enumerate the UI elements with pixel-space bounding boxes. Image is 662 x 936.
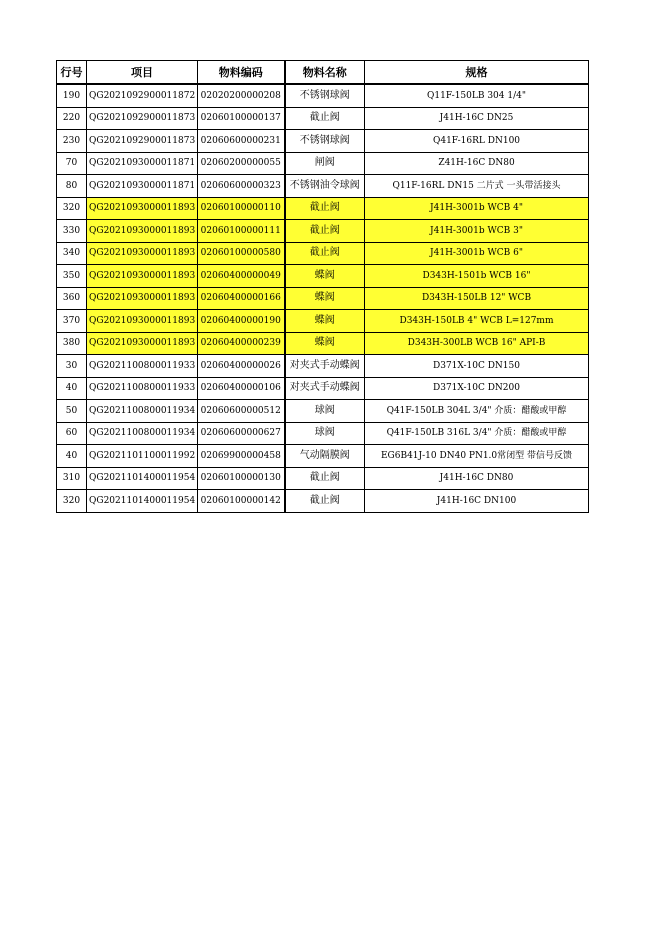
cell-material-code[interactable]: 02060100000142 [198,490,285,513]
cell-line-no[interactable]: 380 [57,332,87,355]
cell-line-no[interactable]: 360 [57,287,87,310]
cell-line-no[interactable]: 370 [57,310,87,333]
cell-line-no[interactable]: 320 [57,197,87,220]
cell-project[interactable]: QG2021101400011954 [87,467,198,490]
cell-material-code[interactable]: 02020200000208 [198,84,285,107]
cell-spec[interactable]: Q41F-150LB 316L 3/4" 介质：醋酸或甲醇 [365,422,589,445]
cell-spec[interactable]: Q41F-16RL DN100 [365,130,589,153]
cell-line-no[interactable]: 40 [57,445,87,468]
cell-spec[interactable]: J41H-16C DN80 [365,467,589,490]
cell-spec[interactable]: Q41F-150LB 304L 3/4" 介质：醋酸或甲醇 [365,400,589,423]
cell-spec[interactable]: J41H-3001b WCB 4" [365,197,589,220]
table-row [57,220,589,243]
cell-project[interactable]: QG2021101400011954 [87,490,198,513]
table-row [57,197,589,220]
header-row [57,61,589,85]
cell-line-no[interactable]: 330 [57,220,87,243]
cell-spec[interactable]: D343H-300LB WCB 16" API-B [365,332,589,355]
cell-line-no[interactable]: 60 [57,422,87,445]
cell-material-code[interactable]: 02060400000026 [198,355,285,378]
cell-material-code[interactable]: 02060600000627 [198,422,285,445]
cell-line-no[interactable]: 30 [57,355,87,378]
table-row [57,175,589,198]
cell-material-code[interactable]: 02060200000055 [198,152,285,175]
cell-material-code[interactable]: 02060100000137 [198,107,285,130]
cell-project[interactable]: QG2021093000011893 [87,332,198,355]
cell-material-code[interactable]: 02060600000323 [198,175,285,198]
cell-project[interactable]: QG2021093000011893 [87,287,198,310]
cell-material-name[interactable]: 球阀 [285,422,365,445]
cell-material-code[interactable]: 02060400000166 [198,287,285,310]
cell-material-name[interactable]: 蝶阀 [285,287,365,310]
cell-project[interactable]: QG2021093000011893 [87,197,198,220]
header-line-no[interactable]: 行号 [57,61,87,85]
cell-project[interactable]: QG2021093000011893 [87,310,198,333]
table-row [57,130,589,153]
cell-spec[interactable]: Q11F-16RL DN15 二片式 一头带活接头 [365,175,589,198]
table-row [57,152,589,175]
cell-line-no[interactable]: 40 [57,377,87,400]
table-row [57,242,589,265]
cell-material-name[interactable]: 球阀 [285,400,365,423]
cell-material-code[interactable]: 02060400000190 [198,310,285,333]
cell-material-name[interactable]: 对夹式手动蝶阀 [285,377,365,400]
cell-line-no[interactable]: 340 [57,242,87,265]
cell-material-name[interactable]: 闸阀 [285,152,365,175]
header-material-code[interactable]: 物料编码 [198,61,285,85]
cell-project[interactable]: QG2021093000011893 [87,242,198,265]
table-row [57,84,589,107]
cell-project[interactable]: QG2021092900011872 [87,84,198,107]
cell-line-no[interactable]: 220 [57,107,87,130]
cell-material-name[interactable]: 蝶阀 [285,265,365,288]
cell-line-no[interactable]: 80 [57,175,87,198]
cell-spec[interactable]: J41H-16C DN100 [365,490,589,513]
cell-line-no[interactable]: 50 [57,400,87,423]
cell-spec[interactable]: D343H-150LB 12" WCB [365,287,589,310]
cell-spec[interactable]: Q11F-150LB 304 1/4" [365,84,589,107]
cell-material-code[interactable]: 02060100000130 [198,467,285,490]
cell-project[interactable]: QG2021100800011934 [87,422,198,445]
table-row [57,265,589,288]
cell-material-name[interactable]: 不锈钢球阀 [285,84,365,107]
cell-spec[interactable]: J41H-3001b WCB 3" [365,220,589,243]
table-row [57,422,589,445]
cell-material-name[interactable]: 对夹式手动蝶阀 [285,355,365,378]
table-row [57,107,589,130]
cell-project[interactable]: QG2021100800011934 [87,400,198,423]
cell-line-no[interactable]: 190 [57,84,87,107]
cell-project[interactable]: QG2021093000011893 [87,265,198,288]
cell-project[interactable]: QG2021101100011992 [87,445,198,468]
table-row [57,445,589,468]
table-row [57,490,589,513]
header-material-name[interactable]: 物料名称 [285,61,365,85]
cell-material-code[interactable]: 02060600000512 [198,400,285,423]
cell-line-no[interactable]: 350 [57,265,87,288]
cell-material-code[interactable]: 02060100000111 [198,220,285,243]
cell-material-name[interactable]: 截止阀 [285,107,365,130]
table-row [57,377,589,400]
cell-material-code[interactable]: 02060100000580 [198,242,285,265]
cell-material-name[interactable]: 气动隔膜阀 [285,445,365,468]
cell-line-no[interactable]: 70 [57,152,87,175]
cell-material-name[interactable]: 不锈钢球阀 [285,130,365,153]
cell-spec[interactable]: D343H-1501b WCB 16" [365,265,589,288]
table-row [57,310,589,333]
cell-material-code[interactable]: 02060400000239 [198,332,285,355]
cell-project[interactable]: QG2021093000011871 [87,152,198,175]
cell-material-name[interactable]: 截止阀 [285,467,365,490]
table-row [57,287,589,310]
cell-material-name[interactable]: 蝶阀 [285,310,365,333]
cell-project[interactable]: QG2021093000011871 [87,175,198,198]
cell-material-name[interactable]: 截止阀 [285,242,365,265]
table-row [57,332,589,355]
cell-project[interactable]: QG2021100800011933 [87,355,198,378]
cell-spec[interactable]: J41H-3001b WCB 6" [365,242,589,265]
cell-project[interactable]: QG2021100800011933 [87,377,198,400]
cell-line-no[interactable]: 230 [57,130,87,153]
header-project[interactable]: 项目 [87,61,198,85]
cell-spec[interactable]: D371X-10C DN200 [365,377,589,400]
cell-spec[interactable]: D343H-150LB 4" WCB L=127mm [365,310,589,333]
cell-material-code[interactable]: 02060400000049 [198,265,285,288]
table-row [57,355,589,378]
cell-project[interactable]: QG2021092900011873 [87,107,198,130]
material-table [56,60,589,513]
header-spec[interactable]: 规格 [365,61,589,85]
cell-project[interactable]: QG2021093000011893 [87,220,198,243]
cell-material-code[interactable]: 02060600000231 [198,130,285,153]
cell-material-name[interactable]: 截止阀 [285,490,365,513]
cell-material-name[interactable]: 截止阀 [285,220,365,243]
cell-material-code[interactable]: 02060100000110 [198,197,285,220]
cell-spec[interactable]: J41H-16C DN25 [365,107,589,130]
cell-material-code[interactable]: 02069900000458 [198,445,285,468]
cell-spec[interactable]: EG6B41J-10 DN40 PN1.0常闭型 带信号反馈 [365,445,589,468]
cell-spec[interactable]: Z41H-16C DN80 [365,152,589,175]
cell-line-no[interactable]: 310 [57,467,87,490]
cell-material-code[interactable]: 02060400000106 [198,377,285,400]
table-row [57,400,589,423]
cell-spec[interactable]: D371X-10C DN150 [365,355,589,378]
cell-project[interactable]: QG2021092900011873 [87,130,198,153]
table-row [57,467,589,490]
cell-material-name[interactable]: 蝶阀 [285,332,365,355]
cell-material-name[interactable]: 截止阀 [285,197,365,220]
table-body [57,84,589,512]
cell-material-name[interactable]: 不锈钢油令球阀 [285,175,365,198]
cell-line-no[interactable]: 320 [57,490,87,513]
